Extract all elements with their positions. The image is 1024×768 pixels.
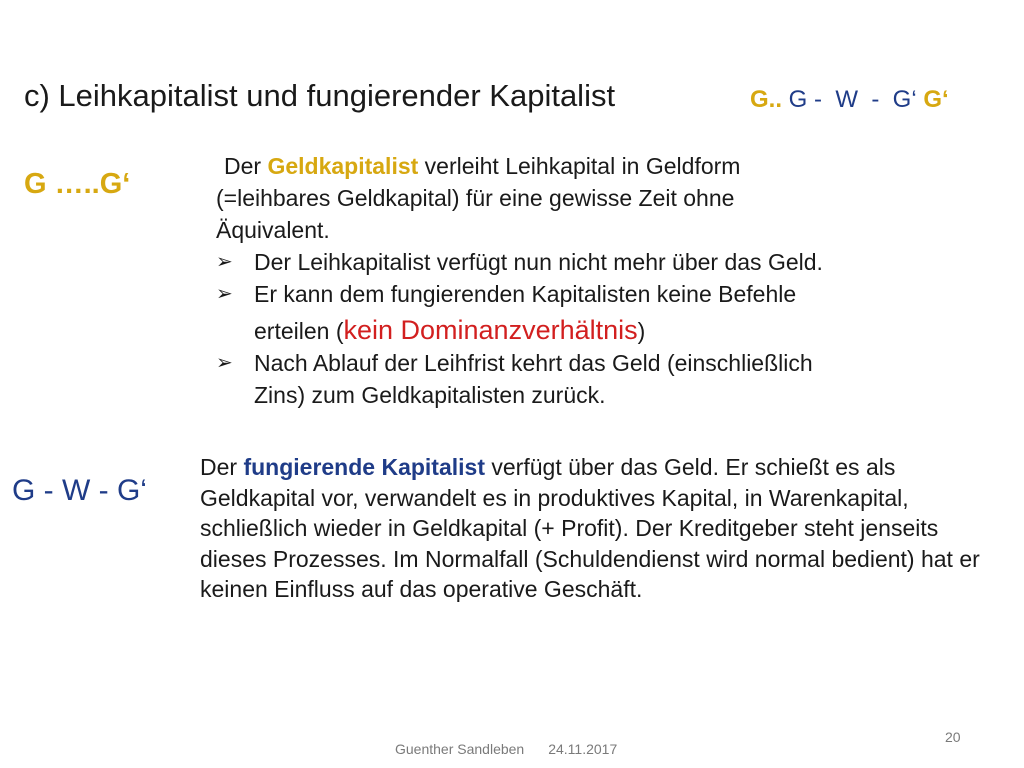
- bullet-item-1: [216, 246, 986, 278]
- intro-line-2: (=leihbares Geldkapital) für eine gewisse Zeit ohne: [216, 185, 735, 211]
- formula-middle: G - W - G‘: [782, 86, 924, 113]
- formula-top: [750, 86, 949, 114]
- arrow-bullet-icon: ➢: [216, 283, 233, 305]
- left-label-functioning-capital: G - W - G‘: [12, 474, 147, 507]
- footer-date: 24.11.2017: [548, 741, 618, 757]
- footer: [395, 741, 617, 757]
- arrow-bullet-icon: ➢: [216, 251, 233, 273]
- bullet-1-text: Der Leihkapitalist verfügt nun nicht mehr über das Geld.: [254, 249, 823, 275]
- left-label-loan-capital: G …..G‘: [24, 168, 131, 200]
- page-number: 20: [945, 729, 961, 745]
- bullet-item-3: [216, 347, 986, 411]
- intro-prefix: Der: [224, 153, 268, 179]
- slide-title: c) Leihkapitalist und fungierender Kapitalist: [24, 78, 616, 113]
- bullet-item-2: [216, 278, 986, 347]
- bullet-2-prefix: erteilen (: [254, 318, 344, 344]
- bullet-3-line-1: Nach Ablauf der Leihfrist kehrt das Geld (einschließlich: [254, 350, 813, 376]
- intro-line-3: Äquivalent.: [216, 217, 330, 243]
- bullet-3-line-2: Zins) zum Geldkapitalisten zurück.: [254, 382, 606, 408]
- block2-prefix: Der: [200, 454, 244, 480]
- arrow-bullet-icon: ➢: [216, 352, 233, 374]
- bullet-2-line-1: Er kann dem fungierenden Kapitalisten keine Befehle: [254, 281, 797, 307]
- block-functioning-capitalist: [200, 452, 1000, 605]
- block2-rest: verfügt über das Geld. Er schießt es als Geldkapital vor, verwandelt es in produktives Kapital, in Warenkapital, schließlich wieder in Geldkapital (+ Profit). Der Kreditgeber steht jenseits dieses Prozesses. Im Normalfall (Schuldendienst wird normal bedient) hat er keinen Einfluss auf das operative Geschäft.: [200, 454, 980, 602]
- bullet-2-suffix: ): [637, 318, 646, 344]
- formula-g-dots: G..: [750, 86, 783, 113]
- bullet-2-highlight: kein Dominanzverhältnis: [343, 315, 638, 345]
- intro-highlight: Geldkapitalist: [267, 153, 419, 179]
- formula-g-prime: G‘: [923, 86, 949, 113]
- intro-paragraph: [216, 150, 986, 182]
- bullet-2-line-2: [254, 314, 986, 347]
- block2-highlight: fungierende Kapitalist: [243, 454, 485, 480]
- footer-author: Guenther Sandleben: [395, 741, 525, 757]
- block-loan-capitalist: [216, 150, 986, 411]
- intro-rest: verleiht Leihkapital in Geldform: [418, 153, 741, 179]
